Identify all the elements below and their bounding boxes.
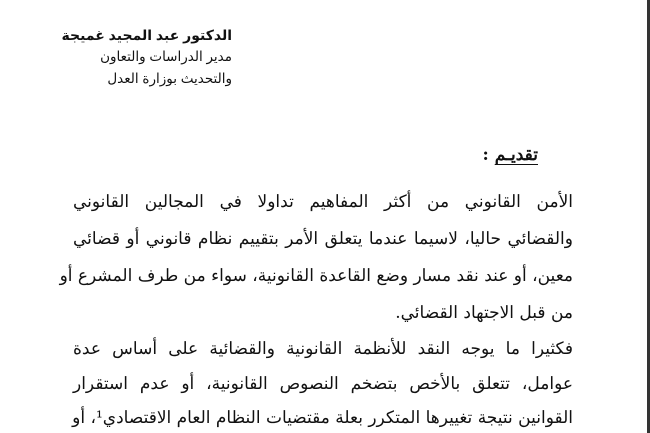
paragraph-line: معين، أو عند نقد مسار وضع القاعدة القانونية، سواء من طرف المشرع أو (59, 266, 573, 286)
section-heading-text: تقديـم (494, 145, 538, 165)
author-title-line: مدير الدراسات والتعاون (100, 49, 232, 64)
author-name: الدكتور عبد المجيد غميجة (61, 27, 232, 43)
section-heading-colon: : (482, 145, 489, 165)
paragraph-line: القوانين نتيجة تغييرها المتكرر بعلة مقتضيات النظام العام الاقتصادي¹، أو (72, 408, 573, 428)
paragraph-line: من قبل الاجتهاد القضائي. (395, 303, 573, 323)
author-title-line: والتحديث بوزارة العدل (107, 71, 232, 86)
paragraph-line: فكثيرا ما يوجه النقد للأنظمة القانونية والقضائية على أساس عدة (73, 339, 573, 359)
section-heading (483, 145, 538, 165)
paragraph-line: الأمن القانوني من أكثر المفاهيم تداولا في المجالين القانوني (73, 192, 573, 212)
paragraph-line: والقضائي حاليا، لاسيما عندما يتعلق الأمر بتقييم نظام قانوني أو قضائي (73, 229, 573, 249)
paragraph-line: عوامل، تتعلق بالأخص بتضخم النصوص القانونية، أو عدم استقرار (73, 374, 573, 394)
author-block (62, 24, 232, 90)
